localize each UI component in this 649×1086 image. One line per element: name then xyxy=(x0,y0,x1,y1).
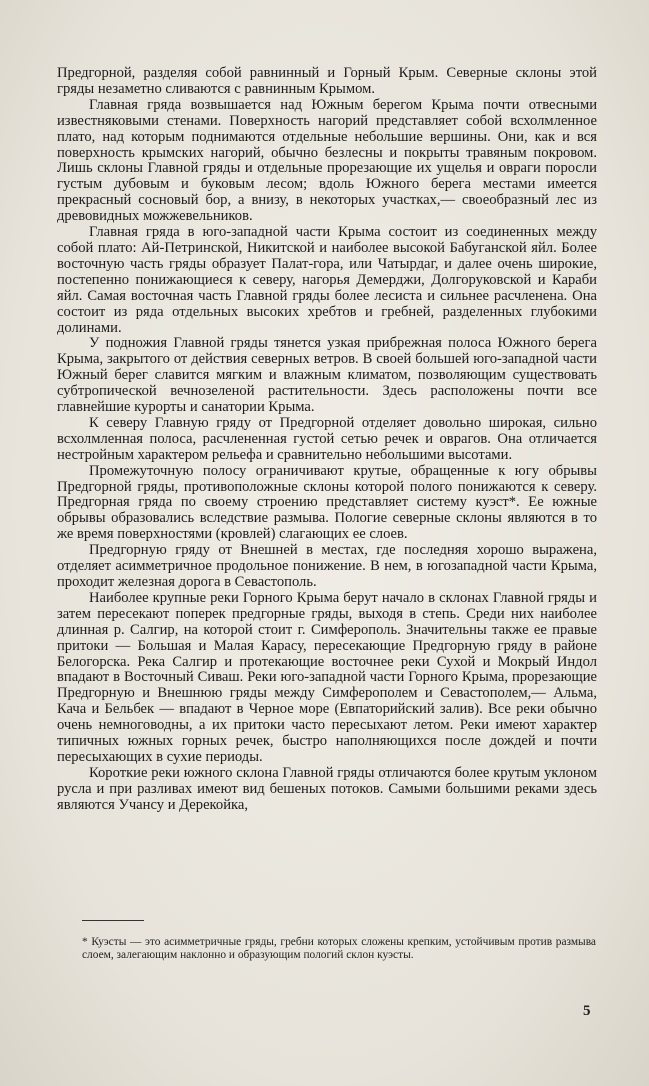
paragraph: К северу Главную гряду от Предгорной отделяет довольно широкая, сильно всхолмленная полоса, расчлененная густой сетью речек и оврагов. Она отличается нестройным характером рельефа и сравнительно небольшими высотами. xyxy=(57,414,597,463)
body-text xyxy=(57,66,597,814)
paragraph: Предгорной, разделяя собой равнинный и Горный Крым. Северные склоны этой гряды незаметно сливаются с равнинным Крымом. xyxy=(57,65,597,97)
paragraph: Предгорную гряду от Внешней в местах, где последняя хорошо выражена, отделяет асимметричное продольное понижение. В нем, в югозападной части Крыма, проходит железная дорога в Севастополь. xyxy=(57,542,597,590)
paragraph: Наиболее крупные реки Горного Крыма берут начало в склонах Главной гряды и затем пересекают поперек предгорные гряды, выходя в степь. Среди них наиболее длинная р. Салгир, на которой стоит г. Симферополь. Значительны также ее правые притоки — Большая и Малая Карасу, пересекающие Предгорную гряду в районе Белогорска. Река Салгир и протекающие восточнее реки Сухой и Мокрый Индол впадают в Восточный Сиваш. Реки юго-западной части Горного Крыма, прорезающие Предгорную и Внешнюю гряды между Симферополем и Севастополем,— Альма, Кача и Бельбек — впадают в Черное море (Евпаторийский залив). Все реки обычно очень немноговодны, а их притоки часто пересыхают летом. Реки имеют характер типичных южных горных речек, быстро наполняющихся после дождей и почти пересыхающих в сухие периоды. xyxy=(57,589,597,765)
footnote: * Куэсты — это асимметричные гряды, гребни которых сложены крепким, устойчивым против размыва слоем, залегающим наклонно и образующим пологий склон куэсты. xyxy=(82,936,596,961)
page-number: 5 xyxy=(583,1003,591,1019)
paragraph: Короткие реки южного склона Главной гряды отличаются более крутым уклоном русла и при разливах имеют вид бешеных потоков. Самыми большими реками здесь являются Учансу и Дерекойка, xyxy=(57,764,597,813)
paragraph: Главная гряда возвышается над Южным берегом Крыма почти отвесными известняковыми стенами. Поверхность нагорий представляет собой всхолмленное плато, над которым поднимаются отдельные небольшие вершины. Они, как и вся поверхность крымских нагорий, обычно безлесны и покрыты травяным покровом. Лишь склоны Главной гряды и отдельные прорезающие их ущелья и овраги поросли густым дубовым и буковым лесом; вдоль Южного берега местами имеется прекрасный сосновый бор, а внизу, в некоторых участках,— своеобразный лес из древовидных можжевельников. xyxy=(57,96,597,225)
paragraph: Промежуточную полосу ограничивают крутые, обращенные к югу обрывы Предгорной гряды, противоположные склоны которой полого понижаются к северу. Предгорная гряда по своему строению представляет систему куэст*. Ее южные обрывы образовались вследствие размыва. Пологие северные склоны являются в то же время поверхностями (кровлей) слагающих ее слоев. xyxy=(57,462,597,543)
paragraph: У подножия Главной гряды тянется узкая прибрежная полоса Южного берега Крыма, закрытого от действия северных ветров. В своей большей юго-западной части Южный берег славится мягким и влажным климатом, позволяющим существовать субтропической вечнозеленой растительности. Здесь расположены почти все главнейшие курорты и санатории Крыма. xyxy=(57,335,597,416)
footnote-divider xyxy=(82,920,144,921)
paragraph: Главная гряда в юго-западной части Крыма состоит из соединенных между собой плато: Ай-Петринской, Никитской и наиболее высокой Бабуганской яйл. Более восточную часть гряды образует Палат-гора, или Чатырдаг, и далее очень широкие, постепенно понижающиеся к северу, нагорья Демерджи, Долгоруковской и Караби яйл. Самая восточная часть Главной гряды более лесиста и сильнее расчленена. Она состоит из ряда отдельных высоких хребтов и гребней, разделенных глубокими долинами. xyxy=(57,224,597,336)
